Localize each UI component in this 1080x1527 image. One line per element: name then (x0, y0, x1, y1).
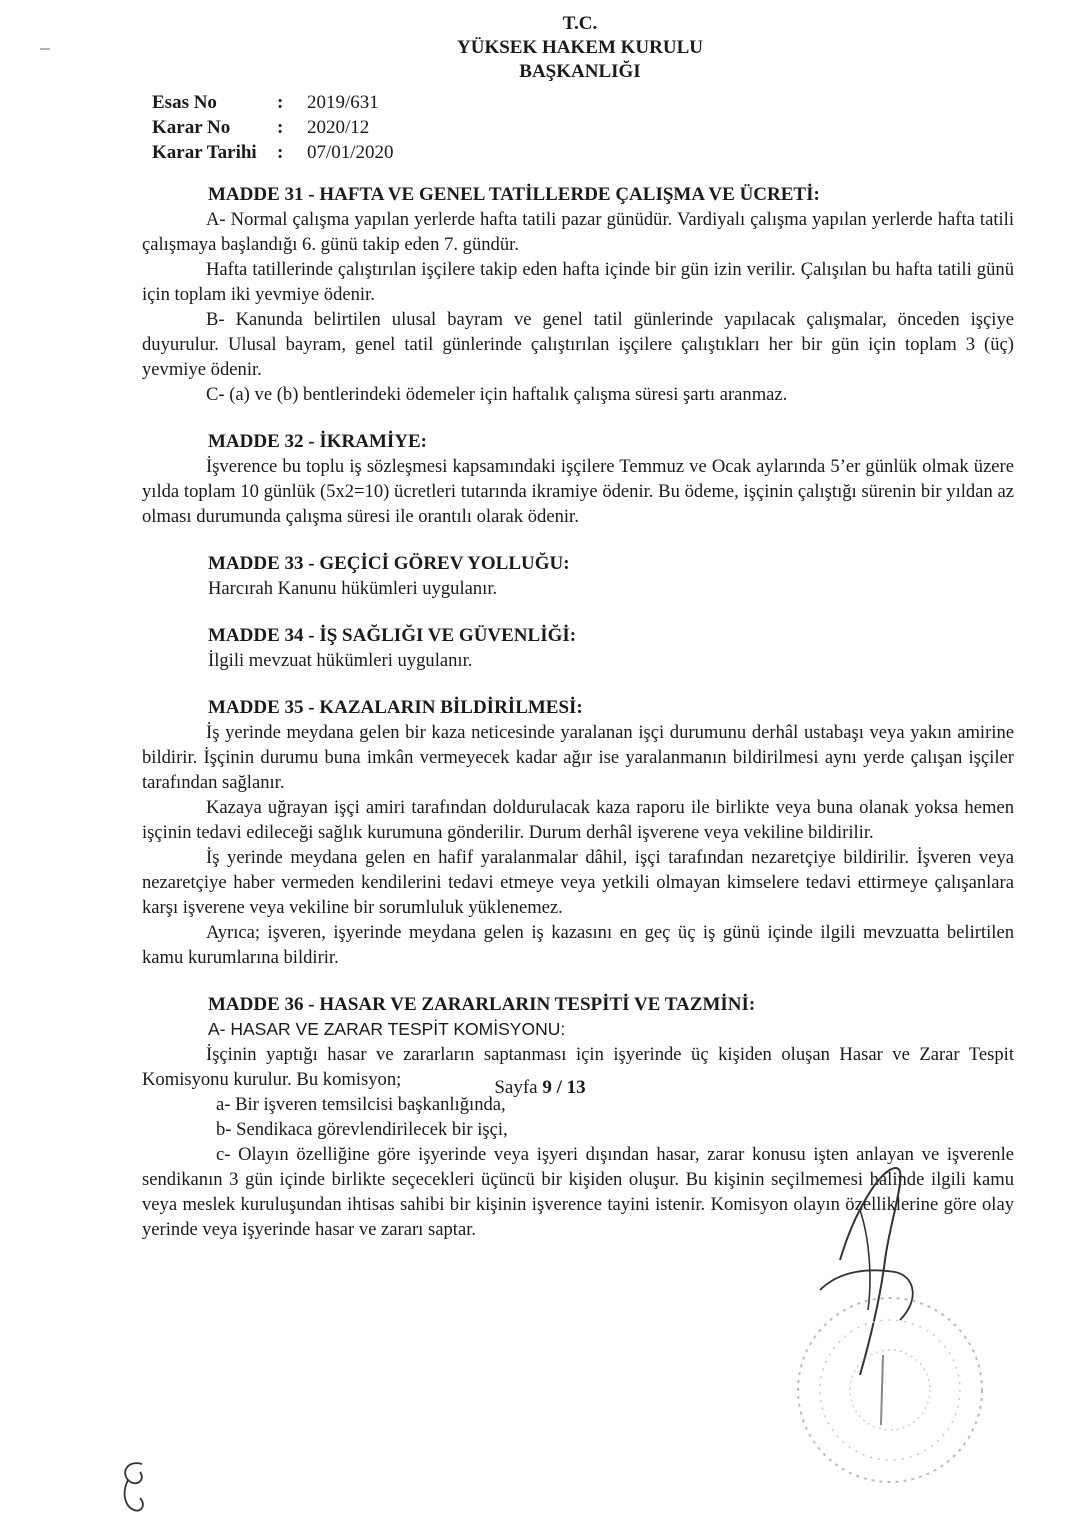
paragraph: c- Olayın özelliğine göre işyerinde veya işyeri dışından hasar, zarar konusu işten anlayan ve işverenle sendikanın 3 gün içinde birlikte seçecekleri üçüncü bir kişiden oluşur. Bu kişinin seçilmemesi halinde ilgili kamu veya meslek kuruluşundan ihtisas sahibi bir kişinin işverence tayini istenir. Komisyon olayın özelliklerine göre olay yerinde veya işyerinde hasar ve zararı saptar. (142, 1144, 1014, 1240)
header-line-tc: T.C. (562, 13, 598, 34)
esas-no-sep: : (277, 92, 284, 113)
paragraph: A- Normal çalışma yapılan yerlerde hafta tatili pazar günüdür. Vardiyalı çalışma yapılan yerlerde hafta tatili çalışmaya başlandığı 6. günü takip eden 7. gündür. (142, 209, 1014, 255)
article-35-heading: MADDE 35 - KAZALARIN BİLDİRİLMESİ: (208, 697, 583, 718)
paragraph: Hafta tatillerinde çalıştırılan işçilere takip eden hafta içinde bir gün izin verilir. Çalışılan bu hafta tatili günü için toplam iki yevmiye ödenir. (142, 259, 1014, 305)
article-34-heading: MADDE 34 - İŞ SAĞLIĞI VE GÜVENLİĞİ: (208, 625, 577, 646)
paragraph: İş yerinde meydana gelen bir kaza neticesinde yaralanan işçi durumunu derhâl ustabaşı veya yakın amirine bildirir. İşçinin durumu buna imkân vermeyecek kadar ağır ise yaralanmanın bildirilmesi aynı yerde çalışan işçiler tarafından sağlanır. (142, 722, 1014, 793)
header-line-institution: YÜKSEK HAKEM KURULU (457, 37, 703, 58)
page-total: 13 (566, 1077, 586, 1098)
paragraph: İşçinin yaptığı hasar ve zararların saptanması için işyerinde üç kişiden oluşan Hasar ve Zarar Tespit Komisyonu kurulur. Bu komisyon; (142, 1044, 1014, 1090)
article-36-heading: MADDE 36 - HASAR VE ZARARLARIN TESPİTİ VE TAZMİNİ: (208, 994, 756, 1015)
page-label: Sayfa (494, 1077, 538, 1098)
paragraph: Ayrıca; işveren, işyerinde meydana gelen iş kazasını en geç üç iş günü içinde ilgili mevzuatta belirtilen kamu kurumlarına bildirir. (142, 922, 1014, 968)
karar-tarihi-sep: : (277, 142, 284, 163)
official-seal (785, 1285, 1005, 1505)
paragraph: C- (a) ve (b) bentlerindeki ödemeler için haftalık çalışma süresi şartı aranmaz. (206, 384, 788, 405)
article-31 (142, 182, 1014, 407)
article-33 (142, 551, 1014, 601)
header-block (440, 12, 720, 84)
article-34 (142, 623, 1014, 673)
paragraph: B- Kanunda belirtilen ulusal bayram ve genel tatil günlerinde yapılacak çalışmalar, önceden işçiye duyurulur. Ulusal bayram, genel tatil günlerinde çalıştırılan işçilere çalıştıkları her bir gün için toplam 3 (üç) yevmiye ödenir. (142, 309, 1014, 380)
case-info-row (152, 90, 394, 115)
article-33-heading: MADDE 33 - GEÇİCİ GÖREV YOLLUĞU: (208, 553, 570, 574)
case-info-row (152, 140, 394, 165)
list-item: a- Bir işveren temsilcisi başkanlığında, (216, 1094, 506, 1115)
sub-heading: A- HASAR VE ZARAR TESPİT KOMİSYONU: (208, 1019, 566, 1039)
karar-no-label: Karar No (152, 117, 231, 138)
scan-mark (40, 38, 50, 42)
article-35 (142, 695, 1014, 970)
page-number (0, 1077, 1080, 1099)
karar-tarihi-value: 07/01/2020 (307, 142, 394, 163)
page-current: 9 (542, 1077, 552, 1098)
initial-mark (112, 1458, 162, 1518)
article-32-heading: MADDE 32 - İKRAMİYE: (208, 431, 428, 452)
karar-no-value: 2020/12 (307, 117, 370, 138)
page-sep: / (556, 1077, 562, 1098)
paragraph: Kazaya uğrayan işçi amiri tarafından doldurulacak kaza raporu ile birlikte veya buna olanak yoksa hemen işçinin tedavi edileceği sağlık kurumuna gönderilir. Durum derhâl işverene veya vekiline bildirilir. (142, 797, 1014, 843)
case-info (152, 90, 394, 165)
karar-tarihi-label: Karar Tarihi (152, 142, 257, 163)
esas-no-label: Esas No (152, 92, 217, 113)
esas-no-value: 2019/631 (307, 92, 379, 113)
paragraph: İş yerinde meydana gelen en hafif yaralanmalar dâhil, işçi tarafından nezaretçiye bildirilir. İşveren veya nezaretçiye haber vermeden kendilerini tedavi etmeye veya yetkili olmayan kimselere tedavi ettirmeye çalışanlara karşı işverene veya vekiline bir sorumluluk yüklenemez. (142, 847, 1014, 918)
list-item: b- Sendikaca görevlendirilecek bir işçi, (216, 1119, 508, 1140)
karar-no-sep: : (277, 117, 284, 138)
paragraph: Harcırah Kanunu hükümleri uygulanır. (208, 578, 498, 599)
paragraph: İlgili mevzuat hükümleri uygulanır. (208, 650, 473, 671)
header-line-presidency: BAŞKANLIĞI (519, 61, 641, 82)
case-info-row (152, 115, 394, 140)
article-31-heading: MADDE 31 - HAFTA VE GENEL TATİLLERDE ÇALIŞMA VE ÜCRETİ: (208, 184, 820, 205)
paragraph: İşverence bu toplu iş sözleşmesi kapsamındaki işçilere Temmuz ve Ocak aylarında 5’er günlük olmak üzere yılda toplam 10 günlük (5x2=10) ücretleri tutarında ikramiye ödenir. Bu ödeme, işçinin çalıştığı sürenin bir yıldan az olması durumunda çalışma süresi ile orantılı olarak ödenir. (142, 456, 1014, 527)
article-32 (142, 429, 1014, 529)
